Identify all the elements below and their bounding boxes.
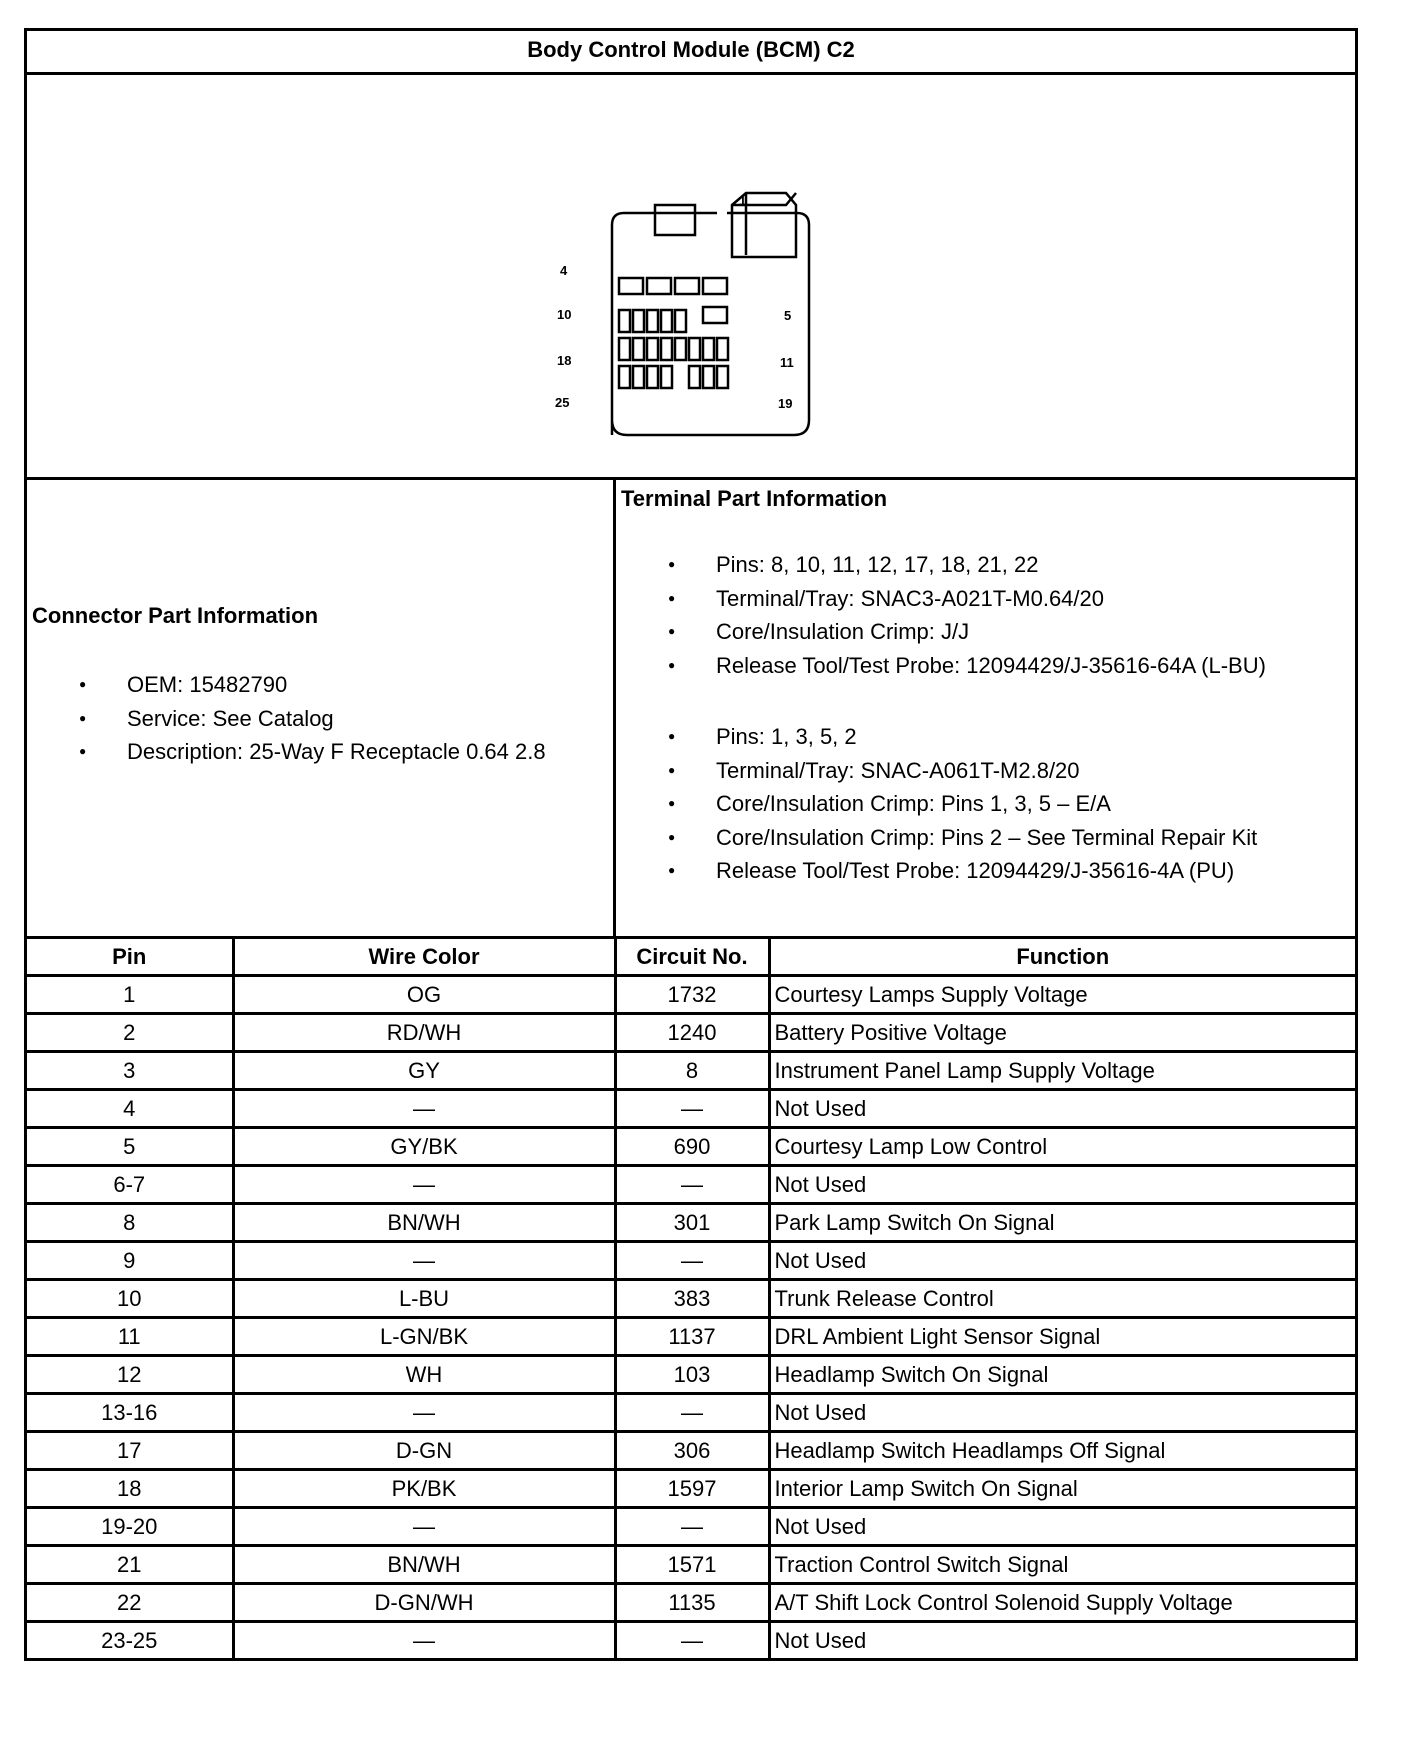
circuit-cell: 1571: [615, 1546, 769, 1584]
table-row: [27, 1280, 1355, 1318]
terminal-cavity: [689, 338, 700, 360]
pin-cell: 11: [27, 1318, 233, 1356]
pin-number-label: 19: [778, 396, 793, 411]
table-row: [27, 1052, 1355, 1090]
function-cell: Not Used: [769, 1166, 1355, 1204]
table-row: [27, 1014, 1355, 1052]
function-cell: Headlamp Switch On Signal: [769, 1356, 1355, 1394]
table-row: [27, 1622, 1355, 1659]
bullet-item: ● Terminal/Tray: SNAC3-A021T-M0.64/20: [616, 582, 1266, 616]
terminal-cavity: [619, 338, 630, 360]
wire-color-cell: L-BU: [233, 1280, 615, 1318]
function-cell: Headlamp Switch Headlamps Off Signal: [769, 1432, 1355, 1470]
pin-cell: 13-16: [27, 1394, 233, 1432]
table-row: [27, 976, 1355, 1014]
function-cell: Interior Lamp Switch On Signal: [769, 1470, 1355, 1508]
table-row: [27, 1546, 1355, 1584]
function-cell: Not Used: [769, 1090, 1355, 1128]
table-row: [27, 1204, 1355, 1242]
wire-color-cell: —: [233, 1242, 615, 1280]
table-row: [27, 1242, 1355, 1280]
pin-cell: 18: [27, 1470, 233, 1508]
terminal-cavity: [675, 338, 686, 360]
connector-sheet: [24, 28, 1358, 1661]
pin-cell: 23-25: [27, 1622, 233, 1659]
table-row: [27, 1166, 1355, 1204]
circuit-cell: —: [615, 1508, 769, 1546]
table-row: [27, 1356, 1355, 1394]
table-row: [27, 1508, 1355, 1546]
wire-color-cell: OG: [233, 976, 615, 1014]
circuit-cell: 8: [615, 1052, 769, 1090]
pin-cell: 9: [27, 1242, 233, 1280]
wire-color-cell: —: [233, 1166, 615, 1204]
table-row: [27, 1584, 1355, 1622]
terminal-cavity: [703, 307, 727, 323]
bullet-item: ● Service: See Catalog: [27, 702, 546, 736]
function-cell: Not Used: [769, 1508, 1355, 1546]
table-row: [27, 1394, 1355, 1432]
terminal-cavity: [647, 278, 671, 294]
terminal-cavity: [717, 366, 728, 388]
table-row: [27, 1090, 1355, 1128]
circuit-cell: —: [615, 1622, 769, 1659]
pin-cell: 19-20: [27, 1508, 233, 1546]
bullet-item: ● Core/Insulation Crimp: Pins 1, 3, 5 – E/A: [616, 787, 1257, 821]
function-cell: DRL Ambient Light Sensor Signal: [769, 1318, 1355, 1356]
terminal-cavity: [647, 310, 658, 332]
circuit-cell: 383: [615, 1280, 769, 1318]
terminal-cavity: [661, 366, 672, 388]
wire-color-cell: —: [233, 1394, 615, 1432]
terminal-cavity: [633, 366, 644, 388]
pin-number-label: 18: [557, 353, 572, 368]
terminal-cavity: [689, 366, 700, 388]
function-cell: Traction Control Switch Signal: [769, 1546, 1355, 1584]
pin-number-label: 4: [560, 263, 568, 278]
pinout-table: [27, 939, 1355, 1658]
terminal-cavity: [619, 310, 630, 332]
pin-number-label: 25: [555, 395, 570, 410]
wire-color-cell: —: [233, 1090, 615, 1128]
pin-cell: 12: [27, 1356, 233, 1394]
wire-color-cell: —: [233, 1622, 615, 1659]
circuit-cell: 1240: [615, 1014, 769, 1052]
wire-color-cell: BN/WH: [233, 1204, 615, 1242]
pin-cell: 2: [27, 1014, 233, 1052]
connector-face-illustration: [27, 75, 1355, 477]
pin-cell: 10: [27, 1280, 233, 1318]
terminal-cavity: [703, 338, 714, 360]
circuit-cell: 1732: [615, 976, 769, 1014]
wire-color-cell: GY: [233, 1052, 615, 1090]
terminal-cavity: [717, 338, 728, 360]
pin-cell: 1: [27, 976, 233, 1014]
terminal-cavity: [647, 338, 658, 360]
pin-cell: 5: [27, 1128, 233, 1166]
pin-cell: 17: [27, 1432, 233, 1470]
terminal-cavity: [619, 366, 630, 388]
pin-number-label: 11: [780, 355, 794, 370]
terminal-cavity: [619, 278, 643, 294]
wire-color-cell: D-GN/WH: [233, 1584, 615, 1622]
terminal-cavity: [633, 310, 644, 332]
pin-cell: 22: [27, 1584, 233, 1622]
table-row: [27, 1318, 1355, 1356]
wire-color-cell: BN/WH: [233, 1546, 615, 1584]
circuit-cell: —: [615, 1090, 769, 1128]
bullet-item: ● Terminal/Tray: SNAC-A061T-M2.8/20: [616, 754, 1257, 788]
circuit-cell: —: [615, 1242, 769, 1280]
function-cell: Battery Positive Voltage: [769, 1014, 1355, 1052]
function-cell: Instrument Panel Lamp Supply Voltage: [769, 1052, 1355, 1090]
connector-part-info: [27, 480, 616, 936]
terminal-cavity: [661, 338, 672, 360]
bullet-item: ● Description: 25-Way F Receptacle 0.64 2.8: [27, 735, 546, 769]
terminal-cavity: [675, 278, 699, 294]
wire-color-cell: PK/BK: [233, 1470, 615, 1508]
table-row: [27, 1128, 1355, 1166]
column-header: Pin: [27, 939, 233, 976]
pin-number-label: 10: [557, 307, 572, 322]
connector-heading: Connector Part Information: [32, 603, 319, 628]
circuit-cell: 690: [615, 1128, 769, 1166]
terminal-cavity: [661, 310, 672, 332]
terminal-heading: Terminal Part Information: [621, 486, 888, 511]
bullet-item: ● Release Tool/Test Probe: 12094429/J-35616-64A (L-BU): [616, 649, 1266, 683]
function-cell: Courtesy Lamps Supply Voltage: [769, 976, 1355, 1014]
circuit-cell: —: [615, 1166, 769, 1204]
circuit-cell: 1135: [615, 1584, 769, 1622]
circuit-cell: 1597: [615, 1470, 769, 1508]
wire-color-cell: L-GN/BK: [233, 1318, 615, 1356]
pin-cell: 21: [27, 1546, 233, 1584]
bullet-item: ● Pins: 1, 3, 5, 2: [616, 720, 1257, 754]
terminal-cavity: [703, 278, 727, 294]
wire-color-cell: GY/BK: [233, 1128, 615, 1166]
pin-cell: 3: [27, 1052, 233, 1090]
bullet-item: ● Release Tool/Test Probe: 12094429/J-35616-4A (PU): [616, 854, 1257, 888]
function-cell: Courtesy Lamp Low Control: [769, 1128, 1355, 1166]
terminal-cavity: [647, 366, 658, 388]
circuit-cell: 103: [615, 1356, 769, 1394]
wire-color-cell: —: [233, 1508, 615, 1546]
circuit-cell: 1137: [615, 1318, 769, 1356]
circuit-cell: 301: [615, 1204, 769, 1242]
bullet-item: ● Pins: 8, 10, 11, 12, 17, 18, 21, 22: [616, 548, 1266, 582]
pin-number-label: 5: [784, 308, 792, 323]
circuit-cell: —: [615, 1394, 769, 1432]
column-header: Circuit No.: [615, 939, 769, 976]
pin-cell: 8: [27, 1204, 233, 1242]
function-cell: Park Lamp Switch On Signal: [769, 1204, 1355, 1242]
function-cell: A/T Shift Lock Control Solenoid Supply Voltage: [769, 1584, 1355, 1622]
bullet-item: ● OEM: 15482790: [27, 668, 546, 702]
column-header: Wire Color: [233, 939, 615, 976]
wire-color-cell: D-GN: [233, 1432, 615, 1470]
bullet-item: ● Core/Insulation Crimp: Pins 2 – See Terminal Repair Kit: [616, 821, 1257, 855]
connector-diagram: [27, 75, 1355, 480]
terminal-cavity: [675, 310, 686, 332]
function-cell: Not Used: [769, 1394, 1355, 1432]
table-row: [27, 1470, 1355, 1508]
terminal-cavity: [703, 366, 714, 388]
function-cell: Trunk Release Control: [769, 1280, 1355, 1318]
function-cell: Not Used: [769, 1242, 1355, 1280]
pin-number-label: 1: [739, 193, 747, 208]
function-cell: Not Used: [769, 1622, 1355, 1659]
table-row: [27, 1432, 1355, 1470]
page-title: Body Control Module (BCM) C2: [27, 31, 1355, 75]
pin-cell: 4: [27, 1090, 233, 1128]
wire-color-cell: RD/WH: [233, 1014, 615, 1052]
terminal-part-info: [616, 480, 1355, 936]
terminal-cavity: [633, 338, 644, 360]
circuit-cell: 306: [615, 1432, 769, 1470]
bullet-item: ● Core/Insulation Crimp: J/J: [616, 615, 1266, 649]
wire-color-cell: WH: [233, 1356, 615, 1394]
column-header: Function: [769, 939, 1355, 976]
pin-cell: 6-7: [27, 1166, 233, 1204]
